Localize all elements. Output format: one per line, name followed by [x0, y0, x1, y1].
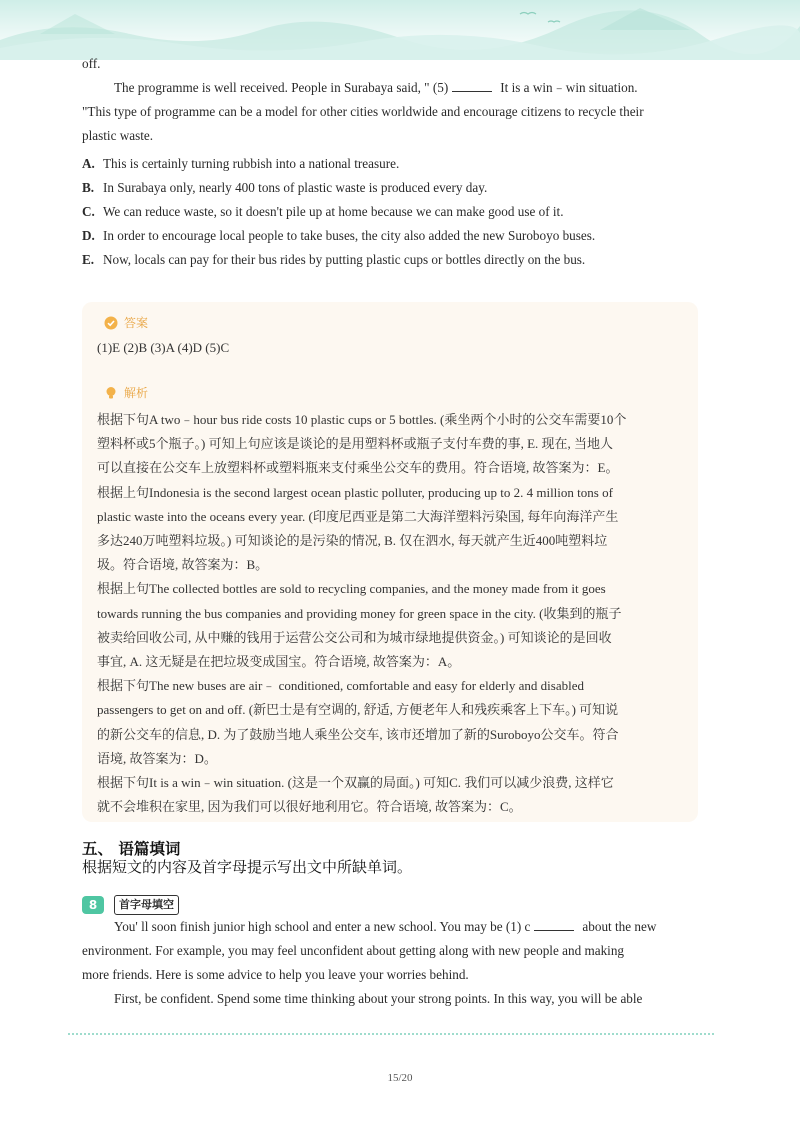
- analysis-line: 根据上句The collected bottles are sold to recycling companies, and the money made from it goes: [97, 581, 606, 597]
- section-heading: 五、 语篇填词: [82, 840, 181, 858]
- option-b: B. In Surabaya only, nearly 400 tons of plastic waste is produced every day.: [82, 180, 488, 195]
- answer-label: 答案: [124, 316, 149, 330]
- question-type-tag: 首字母填空: [114, 895, 179, 915]
- analysis-line: 多达240万吨塑料垃圾。) 可知谈论的是污染的情况, B. 仅在泗水, 每天就产生近400吨塑料垃: [97, 533, 608, 549]
- analysis-title: [104, 384, 148, 401]
- analysis-label: 解析: [124, 386, 149, 400]
- passage-top: [82, 52, 712, 272]
- passage-text: about the new: [582, 919, 657, 934]
- analysis-line: towards running the bus companies and providing money for green space in the city. (收集到的瓶子: [97, 605, 622, 621]
- passage-line: environment. For example, you may feel unconfident about getting along with new people and making: [82, 943, 625, 958]
- analysis-text: [97, 408, 687, 819]
- answer-panel: [82, 302, 698, 822]
- question-number-badge: 8: [82, 896, 104, 914]
- answer-title: [104, 314, 148, 331]
- analysis-line: 根据下句The new buses are air﹣ conditioned, comfortable and easy for elderly and disabled: [97, 678, 584, 694]
- analysis-line: 根据上句Indonesia is the second largest ocean plastic polluter, producing up to 2. 4 million tons of: [97, 484, 613, 500]
- analysis-line: 塑料杯或5个瓶子。) 可知上句应该是谈论的是用塑料杯或瓶子支付车费的事, E. 现在, 当地人: [97, 436, 614, 452]
- analysis-line: 圾。符合语境, 故答案为：B。: [97, 557, 269, 573]
- header-banner: [0, 0, 800, 60]
- footer-divider: [68, 1033, 714, 1035]
- question-passage: [82, 915, 712, 1011]
- analysis-line: 语境, 故答案为：D。: [97, 750, 217, 766]
- landscape-decoration: [0, 0, 800, 60]
- analysis-line: 就不会堆积在家里, 因为我们可以很好地利用它。符合语境, 故答案为：C。: [97, 799, 522, 815]
- analysis-line: 根据下句It is a win﹣win situation. (这是一个双赢的局面。) 可知C. 我们可以减少浪费, 这样它: [97, 775, 614, 791]
- answer-text: [97, 336, 687, 360]
- analysis-line: 事宜, A. 这无疑是在把垃圾变成国宝。符合语境, 故答案为：A。: [97, 654, 461, 670]
- passage-text: It is a win﹣win situation.: [500, 80, 638, 95]
- option-a: A. This is certainly turning rubbish into a national treasure.: [82, 156, 400, 171]
- analysis-line: 根据下句A two﹣hour bus ride costs 10 plastic cups or 5 bottles. (乘坐两个小时的公交车需要10个: [97, 412, 627, 427]
- section-instruction: 根据短文的内容及首字母提示写出文中所缺单词。: [82, 858, 413, 876]
- analysis-line: passengers to get on and off. (新巴士是有空调的, 舒适, 方便老年人和残疾乘客上下车。) 可知说: [97, 702, 619, 718]
- option-e: E. Now, locals can pay for their bus rides by putting plastic cups or bottles directly on the bus.: [82, 252, 586, 267]
- analysis-line: 的新公交车的信息, D. 为了鼓励当地人乘坐公交车, 该市还增加了新的Suroboyo公交车。符合: [97, 726, 619, 742]
- passage-line: [82, 915, 712, 939]
- analysis-line: 被卖给回收公司, 从中赚的钱用于运营公交公司和为城市绿地提供资金。) 可知谈论的是回收: [97, 629, 612, 645]
- passage-line: [82, 76, 712, 100]
- answer-value: (1)E (2)B (3)A (4)D (5)C: [97, 340, 230, 355]
- answer-blank[interactable]: [452, 79, 492, 92]
- passage-text: You' ll soon finish junior high school and enter a new school. You may be (1) c: [114, 919, 531, 934]
- answer-blank[interactable]: [534, 918, 574, 931]
- lightbulb-icon: [104, 386, 118, 400]
- passage-line: more friends. Here is some advice to help you leave your worries behind.: [82, 967, 469, 982]
- passage-text: The programme is well received. People in Surabaya said, " (5): [114, 80, 449, 95]
- option-c: C. We can reduce waste, so it doesn't pile up at home because we can make good use of it.: [82, 204, 564, 219]
- page-number: 15/20: [387, 1072, 413, 1084]
- option-d: D. In order to encourage local people to take buses, the city also added the new Suroboyo buses.: [82, 228, 596, 243]
- check-badge-icon: [104, 316, 118, 330]
- passage-line: First, be confident. Spend some time thinking about your strong points. In this way, you will be able: [114, 991, 643, 1006]
- passage-line: "This type of programme can be a model for other cities worldwide and encourage citizens to recycle their: [82, 104, 644, 119]
- analysis-line: plastic waste into the oceans every year. (印度尼西亚是第二大海洋塑料污染国, 每年向海洋产生: [97, 508, 619, 524]
- analysis-line: 可以直接在公交车上放塑料杯或塑料瓶来支付乘坐公交车的费用。符合语境, 故答案为：E。: [97, 460, 619, 476]
- passage-line: plastic waste.: [82, 128, 154, 143]
- passage-line: off.: [82, 56, 101, 71]
